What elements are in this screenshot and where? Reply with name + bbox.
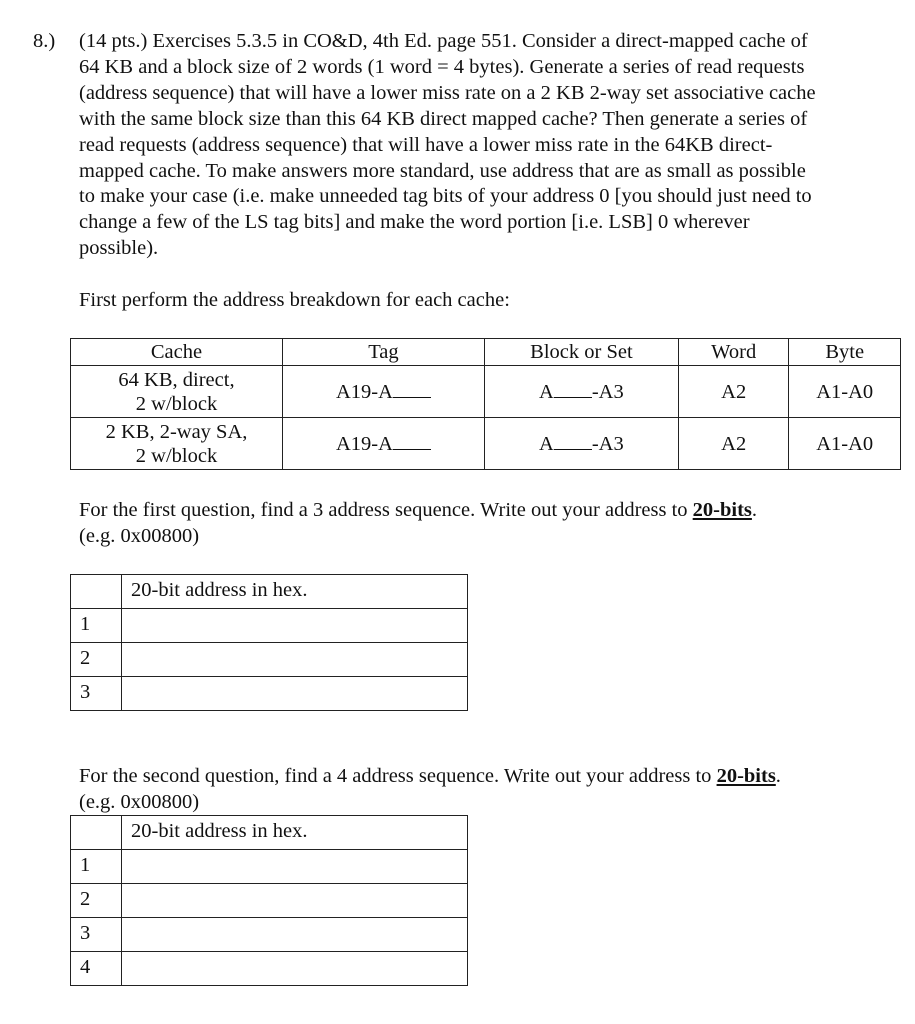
set-suffix: -A3 [591, 432, 624, 455]
problem-line: to make your case (i.e. make unneeded tag bits of your address 0 [you should just need to [79, 185, 812, 207]
question2-emphasis: 20-bits [716, 765, 776, 787]
table-header-row [71, 339, 901, 366]
tag-blank-field[interactable] [393, 381, 431, 398]
cache-name: 64 KB, direct, [118, 368, 235, 391]
problem-line: (14 pts.) Exercises 5.3.5 in CO&D, 4th Ed. page 551. Consider a direct-mapped cache of [79, 30, 808, 52]
table-row [71, 609, 468, 643]
question1-example: (e.g. 0x00800) [79, 525, 200, 547]
index-header [71, 816, 122, 850]
word-cell: A2 [678, 418, 789, 470]
address-input-cell[interactable] [122, 850, 468, 884]
word-cell: A2 [678, 366, 789, 418]
cache-block-info: 2 w/block [135, 392, 218, 415]
address-input-cell[interactable] [122, 677, 468, 711]
cache-name: 2 KB, 2-way SA, [105, 420, 248, 443]
header-block-or-set: Block or Set [484, 339, 678, 366]
tag-range: A19-A [335, 432, 393, 455]
address-header: 20-bit address in hex. [122, 816, 468, 850]
cache-cell [71, 366, 283, 418]
problem-line: possible). [79, 237, 159, 259]
question2-answer-table [70, 815, 468, 986]
problem-number: 8.) [33, 30, 56, 52]
tag-blank-field[interactable] [393, 433, 431, 450]
table-row [71, 952, 468, 986]
problem-line: (address sequence) that will have a lower miss rate on a 2 KB 2-way set associative cache [79, 82, 816, 104]
index-header [71, 575, 122, 609]
table-row [71, 643, 468, 677]
tag-range: A19-A [335, 380, 393, 403]
set-cell [484, 366, 678, 418]
problem-line: read requests (address sequence) that will have a lower miss rate in the 64KB direct- [79, 134, 773, 156]
table-row [71, 884, 468, 918]
table-row [71, 918, 468, 952]
table-header-row [71, 816, 468, 850]
problem-line: change a few of the LS tag bits] and make the word portion [i.e. LSB] 0 wherever [79, 211, 750, 233]
address-input-cell[interactable] [122, 643, 468, 677]
set-cell [484, 418, 678, 470]
table-row [71, 418, 901, 470]
address-breakdown-table [70, 338, 901, 470]
table-row [71, 366, 901, 418]
address-input-cell[interactable] [122, 918, 468, 952]
table-row [71, 677, 468, 711]
question1-answer-table [70, 574, 468, 711]
question1-text: For the first question, find a 3 address sequence. Write out your address to [79, 499, 693, 521]
address-header: 20-bit address in hex. [122, 575, 468, 609]
row-index: 4 [71, 952, 122, 986]
problem-line: with the same block size than this 64 KB direct mapped cache? Then generate a series of [79, 108, 808, 130]
set-blank-field[interactable] [554, 433, 592, 450]
header-cache: Cache [71, 339, 283, 366]
row-index: 2 [71, 643, 122, 677]
set-suffix: -A3 [591, 380, 624, 403]
breakdown-intro: First perform the address breakdown for each cache: [79, 289, 510, 311]
question1-emphasis: 20-bits [692, 499, 752, 521]
cache-block-info: 2 w/block [135, 444, 218, 467]
table-header-row [71, 575, 468, 609]
row-index: 3 [71, 677, 122, 711]
byte-cell: A1-A0 [789, 366, 901, 418]
problem-line: mapped cache. To make answers more standard, use address that are as small as possible [79, 160, 806, 182]
set-prefix: A [539, 432, 554, 455]
set-blank-field[interactable] [554, 381, 592, 398]
set-prefix: A [539, 380, 554, 403]
address-input-cell[interactable] [122, 884, 468, 918]
address-input-cell[interactable] [122, 952, 468, 986]
tag-cell [283, 418, 485, 470]
question2-text: For the second question, find a 4 address sequence. Write out your address to [79, 765, 717, 787]
question2-text-end: . [775, 765, 781, 787]
question2-example: (e.g. 0x00800) [79, 791, 200, 813]
row-index: 3 [71, 918, 122, 952]
question1-text-end: . [751, 499, 758, 521]
row-index: 1 [71, 850, 122, 884]
cache-cell [71, 418, 283, 470]
address-input-cell[interactable] [122, 609, 468, 643]
tag-cell [283, 366, 485, 418]
row-index: 2 [71, 884, 122, 918]
header-byte: Byte [789, 339, 901, 366]
header-tag: Tag [283, 339, 485, 366]
row-index: 1 [71, 609, 122, 643]
header-word: Word [678, 339, 789, 366]
byte-cell: A1-A0 [789, 418, 901, 470]
problem-line: 64 KB and a block size of 2 words (1 word = 4 bytes). Generate a series of read requests [79, 56, 805, 78]
table-row [71, 850, 468, 884]
